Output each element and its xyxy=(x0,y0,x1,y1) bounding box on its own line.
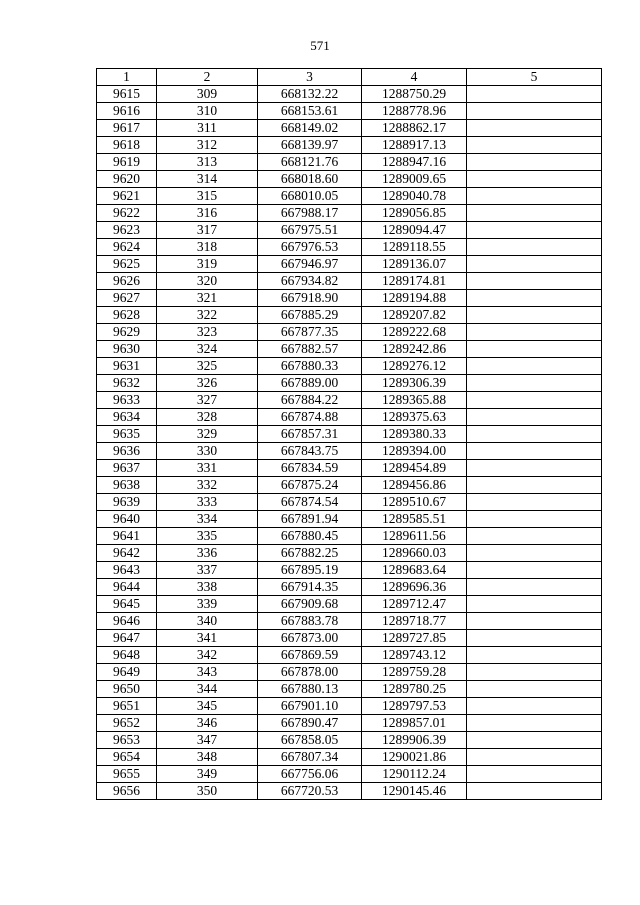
row-id-cell: 9637 xyxy=(97,460,157,477)
point-number-cell: 325 xyxy=(157,358,258,375)
y-coordinate-cell: 1289242.86 xyxy=(362,341,467,358)
note-cell xyxy=(467,715,602,732)
x-coordinate-cell: 667975.51 xyxy=(258,222,362,239)
table-row xyxy=(97,783,602,800)
point-number-cell: 326 xyxy=(157,375,258,392)
note-cell xyxy=(467,562,602,579)
note-cell xyxy=(467,188,602,205)
row-id-cell: 9633 xyxy=(97,392,157,409)
x-coordinate-cell: 667883.78 xyxy=(258,613,362,630)
y-coordinate-cell: 1289380.33 xyxy=(362,426,467,443)
point-number-cell: 342 xyxy=(157,647,258,664)
x-coordinate-cell: 667834.59 xyxy=(258,460,362,477)
table-row xyxy=(97,579,602,596)
y-coordinate-cell: 1289207.82 xyxy=(362,307,467,324)
note-cell xyxy=(467,698,602,715)
table-row xyxy=(97,562,602,579)
table-row xyxy=(97,596,602,613)
row-id-cell: 9619 xyxy=(97,154,157,171)
point-number-cell: 348 xyxy=(157,749,258,766)
x-coordinate-cell: 667858.05 xyxy=(258,732,362,749)
x-coordinate-cell: 668121.76 xyxy=(258,154,362,171)
x-coordinate-cell: 667873.00 xyxy=(258,630,362,647)
point-number-cell: 344 xyxy=(157,681,258,698)
point-number-cell: 330 xyxy=(157,443,258,460)
row-id-cell: 9639 xyxy=(97,494,157,511)
x-coordinate-cell: 667720.53 xyxy=(258,783,362,800)
point-number-cell: 336 xyxy=(157,545,258,562)
row-id-cell: 9632 xyxy=(97,375,157,392)
row-id-cell: 9648 xyxy=(97,647,157,664)
note-cell xyxy=(467,528,602,545)
row-id-cell: 9629 xyxy=(97,324,157,341)
y-coordinate-cell: 1288947.16 xyxy=(362,154,467,171)
point-number-cell: 321 xyxy=(157,290,258,307)
y-coordinate-cell: 1289394.00 xyxy=(362,443,467,460)
row-id-cell: 9624 xyxy=(97,239,157,256)
point-number-cell: 324 xyxy=(157,341,258,358)
y-coordinate-cell: 1289696.36 xyxy=(362,579,467,596)
table-row xyxy=(97,86,602,103)
note-cell xyxy=(467,324,602,341)
page-number: 571 xyxy=(310,38,330,53)
table-row xyxy=(97,664,602,681)
row-id-cell: 9617 xyxy=(97,120,157,137)
point-number-cell: 314 xyxy=(157,171,258,188)
point-number-cell: 316 xyxy=(157,205,258,222)
point-number-cell: 334 xyxy=(157,511,258,528)
row-id-cell: 9621 xyxy=(97,188,157,205)
x-coordinate-cell: 667756.06 xyxy=(258,766,362,783)
note-cell xyxy=(467,426,602,443)
point-number-cell: 349 xyxy=(157,766,258,783)
y-coordinate-cell: 1289683.64 xyxy=(362,562,467,579)
row-id-cell: 9634 xyxy=(97,409,157,426)
x-coordinate-cell: 668018.60 xyxy=(258,171,362,188)
x-coordinate-cell: 667874.88 xyxy=(258,409,362,426)
row-id-cell: 9631 xyxy=(97,358,157,375)
y-coordinate-cell: 1289118.55 xyxy=(362,239,467,256)
row-id-cell: 9622 xyxy=(97,205,157,222)
point-number-cell: 317 xyxy=(157,222,258,239)
note-cell xyxy=(467,273,602,290)
column-header-3: 3 xyxy=(258,69,362,86)
x-coordinate-cell: 667877.35 xyxy=(258,324,362,341)
x-coordinate-cell: 668010.05 xyxy=(258,188,362,205)
y-coordinate-cell: 1288750.29 xyxy=(362,86,467,103)
note-cell xyxy=(467,545,602,562)
table-row xyxy=(97,545,602,562)
row-id-cell: 9620 xyxy=(97,171,157,188)
point-number-cell: 313 xyxy=(157,154,258,171)
y-coordinate-cell: 1290112.24 xyxy=(362,766,467,783)
table-row xyxy=(97,732,602,749)
table-row xyxy=(97,205,602,222)
point-number-cell: 310 xyxy=(157,103,258,120)
point-number-cell: 312 xyxy=(157,137,258,154)
y-coordinate-cell: 1289222.68 xyxy=(362,324,467,341)
x-coordinate-cell: 667891.94 xyxy=(258,511,362,528)
note-cell xyxy=(467,783,602,800)
y-coordinate-cell: 1288862.17 xyxy=(362,120,467,137)
note-cell xyxy=(467,341,602,358)
table-row xyxy=(97,477,602,494)
table-row xyxy=(97,647,602,664)
table-row xyxy=(97,137,602,154)
x-coordinate-cell: 667909.68 xyxy=(258,596,362,613)
table-row xyxy=(97,409,602,426)
x-coordinate-cell: 667918.90 xyxy=(258,290,362,307)
y-coordinate-cell: 1289306.39 xyxy=(362,375,467,392)
table-row xyxy=(97,256,602,273)
table-row xyxy=(97,239,602,256)
column-header-4: 4 xyxy=(362,69,467,86)
table-row xyxy=(97,375,602,392)
row-id-cell: 9652 xyxy=(97,715,157,732)
y-coordinate-cell: 1289094.47 xyxy=(362,222,467,239)
y-coordinate-cell: 1289797.53 xyxy=(362,698,467,715)
note-cell xyxy=(467,375,602,392)
row-id-cell: 9618 xyxy=(97,137,157,154)
note-cell xyxy=(467,443,602,460)
row-id-cell: 9635 xyxy=(97,426,157,443)
note-cell xyxy=(467,137,602,154)
y-coordinate-cell: 1289276.12 xyxy=(362,358,467,375)
point-number-cell: 311 xyxy=(157,120,258,137)
y-coordinate-cell: 1289857.01 xyxy=(362,715,467,732)
table-row xyxy=(97,460,602,477)
table-row xyxy=(97,613,602,630)
note-cell xyxy=(467,307,602,324)
note-cell xyxy=(467,205,602,222)
point-number-cell: 343 xyxy=(157,664,258,681)
point-number-cell: 340 xyxy=(157,613,258,630)
row-id-cell: 9626 xyxy=(97,273,157,290)
point-number-cell: 318 xyxy=(157,239,258,256)
y-coordinate-cell: 1289136.07 xyxy=(362,256,467,273)
row-id-cell: 9647 xyxy=(97,630,157,647)
point-number-cell: 322 xyxy=(157,307,258,324)
x-coordinate-cell: 667880.13 xyxy=(258,681,362,698)
x-coordinate-cell: 667914.35 xyxy=(258,579,362,596)
note-cell xyxy=(467,766,602,783)
x-coordinate-cell: 667895.19 xyxy=(258,562,362,579)
y-coordinate-cell: 1289174.81 xyxy=(362,273,467,290)
y-coordinate-cell: 1289611.56 xyxy=(362,528,467,545)
table-row xyxy=(97,681,602,698)
y-coordinate-cell: 1289780.25 xyxy=(362,681,467,698)
point-number-cell: 333 xyxy=(157,494,258,511)
table-row xyxy=(97,103,602,120)
y-coordinate-cell: 1289660.03 xyxy=(362,545,467,562)
note-cell xyxy=(467,613,602,630)
table-row xyxy=(97,630,602,647)
note-cell xyxy=(467,477,602,494)
y-coordinate-cell: 1290145.46 xyxy=(362,783,467,800)
point-number-cell: 309 xyxy=(157,86,258,103)
column-header-2: 2 xyxy=(157,69,258,86)
x-coordinate-cell: 668153.61 xyxy=(258,103,362,120)
note-cell xyxy=(467,460,602,477)
row-id-cell: 9630 xyxy=(97,341,157,358)
point-number-cell: 345 xyxy=(157,698,258,715)
row-id-cell: 9628 xyxy=(97,307,157,324)
x-coordinate-cell: 667843.75 xyxy=(258,443,362,460)
note-cell xyxy=(467,749,602,766)
y-coordinate-cell: 1289712.47 xyxy=(362,596,467,613)
x-coordinate-cell: 667884.22 xyxy=(258,392,362,409)
row-id-cell: 9625 xyxy=(97,256,157,273)
note-cell xyxy=(467,154,602,171)
column-header-5: 5 xyxy=(467,69,602,86)
note-cell xyxy=(467,120,602,137)
y-coordinate-cell: 1289194.88 xyxy=(362,290,467,307)
row-id-cell: 9653 xyxy=(97,732,157,749)
table-row xyxy=(97,766,602,783)
x-coordinate-cell: 667874.54 xyxy=(258,494,362,511)
table-row xyxy=(97,171,602,188)
table-row xyxy=(97,511,602,528)
table-row xyxy=(97,324,602,341)
row-id-cell: 9642 xyxy=(97,545,157,562)
y-coordinate-cell: 1289759.28 xyxy=(362,664,467,681)
note-cell xyxy=(467,86,602,103)
x-coordinate-cell: 668132.22 xyxy=(258,86,362,103)
table-row xyxy=(97,120,602,137)
y-coordinate-cell: 1289906.39 xyxy=(362,732,467,749)
point-number-cell: 327 xyxy=(157,392,258,409)
table-row xyxy=(97,154,602,171)
note-cell xyxy=(467,392,602,409)
point-number-cell: 331 xyxy=(157,460,258,477)
row-id-cell: 9649 xyxy=(97,664,157,681)
table-row xyxy=(97,341,602,358)
row-id-cell: 9615 xyxy=(97,86,157,103)
x-coordinate-cell: 667869.59 xyxy=(258,647,362,664)
table-row xyxy=(97,273,602,290)
note-cell xyxy=(467,256,602,273)
x-coordinate-cell: 667889.00 xyxy=(258,375,362,392)
table-row xyxy=(97,290,602,307)
y-coordinate-cell: 1289365.88 xyxy=(362,392,467,409)
point-number-cell: 335 xyxy=(157,528,258,545)
x-coordinate-cell: 667882.57 xyxy=(258,341,362,358)
row-id-cell: 9645 xyxy=(97,596,157,613)
table-row xyxy=(97,358,602,375)
x-coordinate-cell: 667880.33 xyxy=(258,358,362,375)
y-coordinate-cell: 1289510.67 xyxy=(362,494,467,511)
table-row xyxy=(97,494,602,511)
x-coordinate-cell: 667807.34 xyxy=(258,749,362,766)
table-row xyxy=(97,749,602,766)
table-body xyxy=(97,86,602,800)
column-header-1: 1 xyxy=(97,69,157,86)
y-coordinate-cell: 1288778.96 xyxy=(362,103,467,120)
point-number-cell: 323 xyxy=(157,324,258,341)
note-cell xyxy=(467,681,602,698)
x-coordinate-cell: 668149.02 xyxy=(258,120,362,137)
x-coordinate-cell: 667901.10 xyxy=(258,698,362,715)
x-coordinate-cell: 667946.97 xyxy=(258,256,362,273)
note-cell xyxy=(467,579,602,596)
y-coordinate-cell: 1289743.12 xyxy=(362,647,467,664)
table-row xyxy=(97,222,602,239)
table-header-row xyxy=(97,69,602,86)
point-number-cell: 339 xyxy=(157,596,258,613)
row-id-cell: 9616 xyxy=(97,103,157,120)
note-cell xyxy=(467,239,602,256)
point-number-cell: 337 xyxy=(157,562,258,579)
table-row xyxy=(97,698,602,715)
row-id-cell: 9641 xyxy=(97,528,157,545)
row-id-cell: 9646 xyxy=(97,613,157,630)
coordinates-table xyxy=(96,68,602,800)
x-coordinate-cell: 668139.97 xyxy=(258,137,362,154)
note-cell xyxy=(467,664,602,681)
table-row xyxy=(97,715,602,732)
table-row xyxy=(97,528,602,545)
x-coordinate-cell: 667882.25 xyxy=(258,545,362,562)
y-coordinate-cell: 1289585.51 xyxy=(362,511,467,528)
point-number-cell: 320 xyxy=(157,273,258,290)
y-coordinate-cell: 1289727.85 xyxy=(362,630,467,647)
point-number-cell: 315 xyxy=(157,188,258,205)
x-coordinate-cell: 667857.31 xyxy=(258,426,362,443)
note-cell xyxy=(467,222,602,239)
table-row xyxy=(97,188,602,205)
x-coordinate-cell: 667890.47 xyxy=(258,715,362,732)
note-cell xyxy=(467,494,602,511)
y-coordinate-cell: 1290021.86 xyxy=(362,749,467,766)
row-id-cell: 9623 xyxy=(97,222,157,239)
row-id-cell: 9655 xyxy=(97,766,157,783)
x-coordinate-cell: 667934.82 xyxy=(258,273,362,290)
note-cell xyxy=(467,647,602,664)
y-coordinate-cell: 1289454.89 xyxy=(362,460,467,477)
point-number-cell: 328 xyxy=(157,409,258,426)
x-coordinate-cell: 667878.00 xyxy=(258,664,362,681)
row-id-cell: 9656 xyxy=(97,783,157,800)
x-coordinate-cell: 667880.45 xyxy=(258,528,362,545)
row-id-cell: 9650 xyxy=(97,681,157,698)
note-cell xyxy=(467,596,602,613)
table-row xyxy=(97,392,602,409)
row-id-cell: 9643 xyxy=(97,562,157,579)
row-id-cell: 9636 xyxy=(97,443,157,460)
note-cell xyxy=(467,171,602,188)
note-cell xyxy=(467,732,602,749)
note-cell xyxy=(467,103,602,120)
y-coordinate-cell: 1288917.13 xyxy=(362,137,467,154)
table-row xyxy=(97,426,602,443)
y-coordinate-cell: 1289040.78 xyxy=(362,188,467,205)
y-coordinate-cell: 1289375.63 xyxy=(362,409,467,426)
row-id-cell: 9644 xyxy=(97,579,157,596)
row-id-cell: 9627 xyxy=(97,290,157,307)
x-coordinate-cell: 667875.24 xyxy=(258,477,362,494)
note-cell xyxy=(467,630,602,647)
table-row xyxy=(97,443,602,460)
row-id-cell: 9640 xyxy=(97,511,157,528)
row-id-cell: 9654 xyxy=(97,749,157,766)
point-number-cell: 338 xyxy=(157,579,258,596)
note-cell xyxy=(467,409,602,426)
point-number-cell: 329 xyxy=(157,426,258,443)
x-coordinate-cell: 667988.17 xyxy=(258,205,362,222)
x-coordinate-cell: 667976.53 xyxy=(258,239,362,256)
point-number-cell: 332 xyxy=(157,477,258,494)
point-number-cell: 350 xyxy=(157,783,258,800)
x-coordinate-cell: 667885.29 xyxy=(258,307,362,324)
y-coordinate-cell: 1289456.86 xyxy=(362,477,467,494)
row-id-cell: 9651 xyxy=(97,698,157,715)
note-cell xyxy=(467,511,602,528)
row-id-cell: 9638 xyxy=(97,477,157,494)
point-number-cell: 319 xyxy=(157,256,258,273)
y-coordinate-cell: 1289009.65 xyxy=(362,171,467,188)
y-coordinate-cell: 1289718.77 xyxy=(362,613,467,630)
y-coordinate-cell: 1289056.85 xyxy=(362,205,467,222)
point-number-cell: 346 xyxy=(157,715,258,732)
table-row xyxy=(97,307,602,324)
note-cell xyxy=(467,358,602,375)
note-cell xyxy=(467,290,602,307)
point-number-cell: 341 xyxy=(157,630,258,647)
point-number-cell: 347 xyxy=(157,732,258,749)
